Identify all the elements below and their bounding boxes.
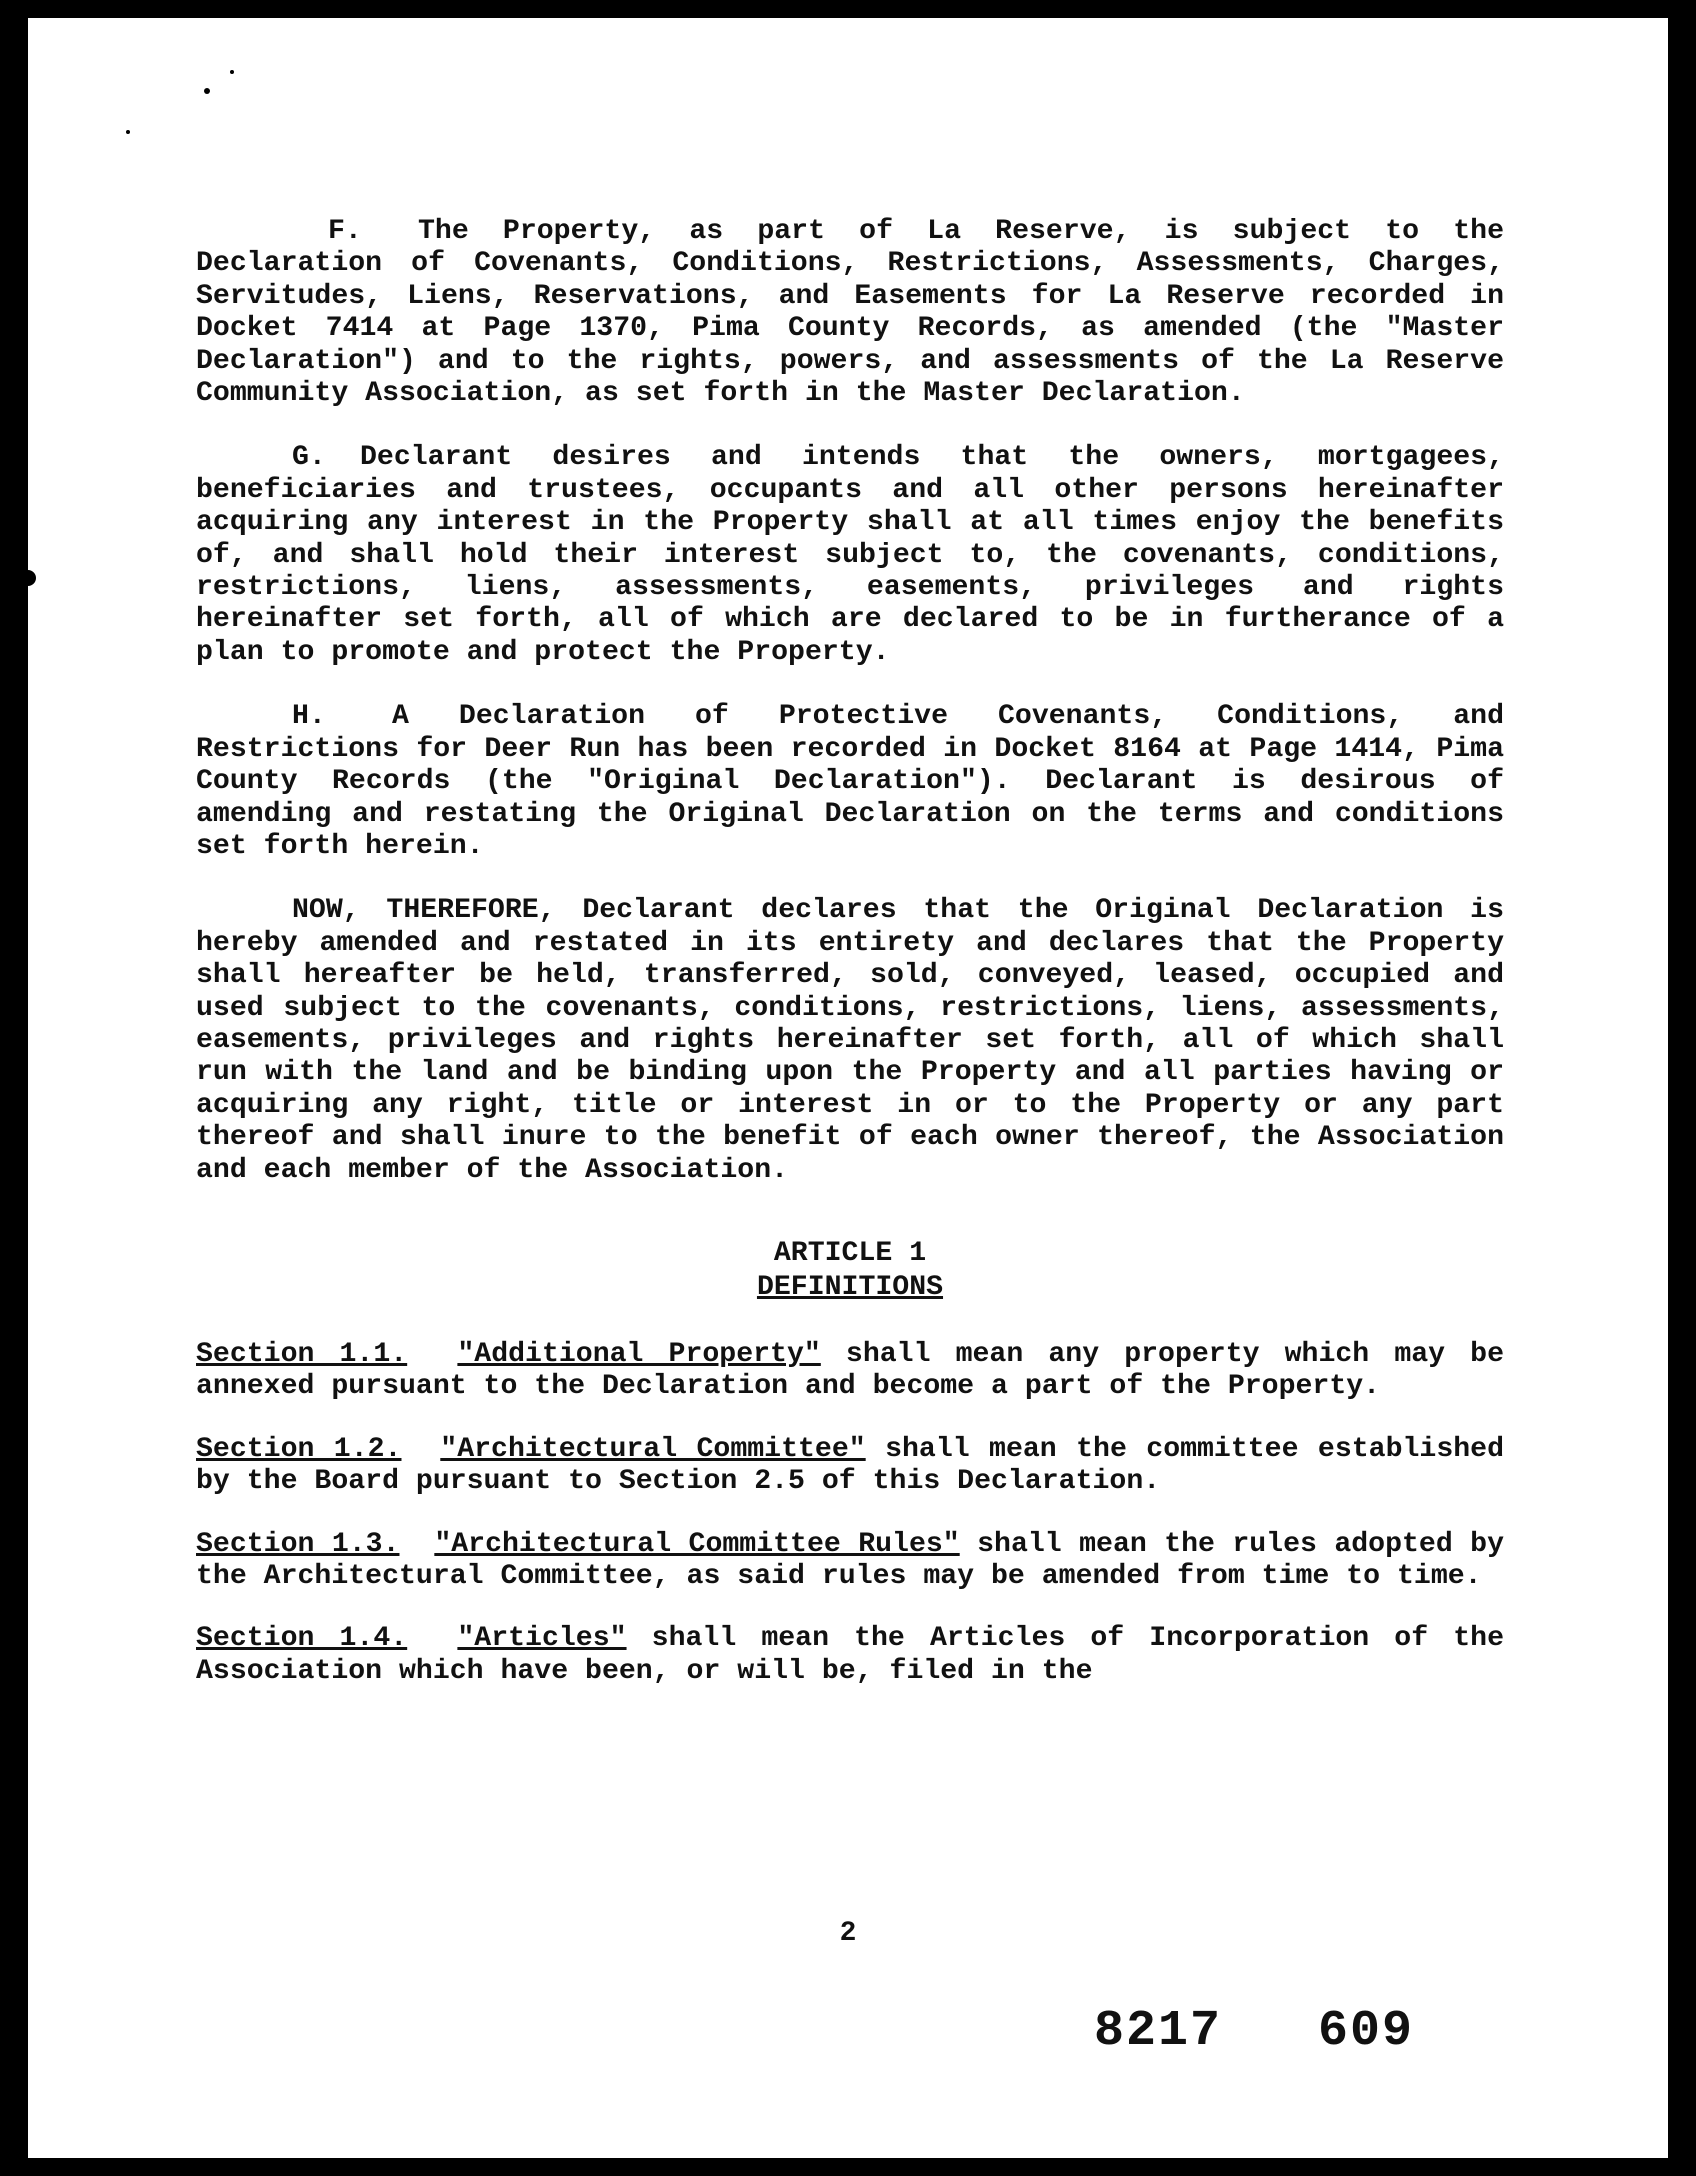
defined-term: "Articles" [457, 1623, 627, 1655]
page-number: 2 [839, 1918, 857, 1949]
section-text: shall mean the Articles of Incorporation of the Association which have been, or will be, filed in the [196, 1623, 1504, 1687]
section-1-4 [196, 1623, 1504, 1688]
section-text: shall mean any property which may be annexed pursuant to the Declaration and become a part of the Property. [196, 1338, 1504, 1403]
paragraph-h [196, 701, 1504, 863]
section-text: shall mean the rules adopted by the Architectural Committee, as said rules may be amended from time to time. [196, 1528, 1504, 1592]
section-number: Section 1.2. [196, 1433, 402, 1465]
article-subtitle: DEFINITIONS [756, 1271, 944, 1303]
document-page [28, 18, 1668, 2158]
paragraph-g [196, 442, 1504, 669]
paragraph-g-label: G. [292, 442, 326, 474]
scan-speck [230, 70, 234, 74]
section-1-1 [196, 1339, 1504, 1404]
article-heading [196, 1237, 1504, 1305]
scan-speck [204, 88, 210, 94]
paragraph-f-text: The Property, as part of La Reserve, is subject to the Declaration of Covenants, Conditions, Restrictions, Assessments, Charges, Servitudes, Liens, Reservations, and Easements for La Reserve recorded in Docket 7414 at Page 1370, Pima County Records, as amended (the "Master Declaration") and to the rights, powers, and assessments of the La Reserve Community Association, as set forth in the Master Declaration. [196, 216, 1504, 410]
section-number: Section 1.3. [196, 1528, 400, 1560]
document-number: 8217 609 [1094, 2003, 1415, 2060]
now-therefore-text: Declarant declares that the Original Declaration is hereby amended and restated in its entirety and declares that the Property shall hereafter be held, transferred, sold, conveyed, leased, occupied and used subject to the covenants, conditions, restrictions, liens, assessments, easements, privileges and rights hereinafter set forth, all of which shall run with the land and be binding upon the Property and all parties having or acquiring any right, title or interest in or to the Property or any part thereof and shall inure to the benefit of each owner thereof, the Association and each member of the Association. [196, 895, 1504, 1186]
section-number: Section 1.1. [196, 1338, 408, 1370]
defined-term: "Additional Property" [457, 1338, 821, 1370]
paragraph-f-label: F. [328, 216, 362, 247]
defined-term: "Architectural Committee" [440, 1433, 866, 1465]
document-body [196, 216, 1504, 1718]
defined-term: "Architectural Committee Rules" [434, 1528, 960, 1560]
paragraph-g-text: Declarant desires and intends that the owners, mortgagees, beneficiaries and trustees, occupants and all other persons hereinafter acquiring any interest in the Property shall at all times enjoy the benefits of, and shall hold their interest subject to, the covenants, conditions, restrictions, liens, assessments, easements, privileges and rights hereinafter set forth, all of which are declared to be in furtherance of a plan to promote and protect the Property. [196, 442, 1504, 668]
section-1-3 [196, 1529, 1504, 1594]
article-title: ARTICLE 1 [773, 1237, 927, 1269]
paragraph-h-label: H. [292, 701, 326, 733]
section-1-2 [196, 1434, 1504, 1499]
paragraph-now-therefore [196, 895, 1504, 1187]
paragraph-h-text: A Declaration of Protective Covenants, Conditions, and Restrictions for Deer Run has been recorded in Docket 8164 at Page 1414, Pima County Records (the "Original Declaration"). Declarant is desirous of amending and restating the Original Declaration on the terms and conditions set forth herein. [196, 701, 1504, 862]
section-text: shall mean the committee established by the Board pursuant to Section 2.5 of this Declaration. [196, 1433, 1504, 1498]
now-therefore-lead: NOW, THEREFORE, [292, 895, 556, 927]
section-number: Section 1.4. [196, 1623, 408, 1655]
scan-speck [28, 570, 36, 586]
paragraph-f [196, 216, 1504, 410]
scan-speck [126, 130, 130, 134]
